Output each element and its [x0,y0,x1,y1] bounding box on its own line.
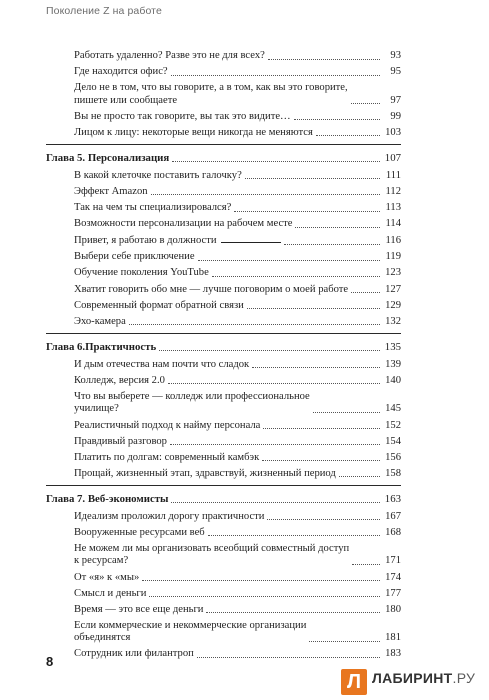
dot-leader [171,75,380,76]
toc-entry-page: 97 [390,94,401,106]
toc-entry-title: Работать удаленно? Разве это не для всех? [74,50,265,61]
toc-entry-title: Платить по долгам: современный камбэк [74,451,260,463]
toc-entry-title: В какой клеточке поставить галочку? [74,169,242,181]
toc-entry-title: Смысл и деньги [74,587,147,599]
toc-entry[interactable] [46,111,401,124]
toc-entry-title: От «я» к «мы» [74,571,140,583]
dot-leader [129,324,380,325]
dot-leader [234,211,380,212]
toc-entry-page: 168 [385,526,401,538]
toc-entry-title: И дым отечества нам почти что сладок [74,358,250,370]
toc-entry[interactable] [46,186,401,199]
dot-leader [267,519,380,520]
dot-leader [284,244,380,245]
toc-entry-title-line: пишете или сообщаете [74,94,178,106]
toc-entry-title-line: Что вы выберете — колледж или профессиональное [74,390,310,402]
toc-entry[interactable] [46,604,401,617]
toc-entry-title: Колледж, версия 2.0 [74,374,165,386]
dot-leader [339,476,380,477]
toc-entry-page: 171 [385,555,401,567]
dot-leader [351,292,380,293]
toc-entry-page: 114 [385,218,401,230]
toc-entry-page: 181 [385,632,401,644]
toc-entry-page: 140 [385,374,401,386]
dot-leader [294,119,380,120]
toc-entry-page: 132 [385,315,401,327]
toc-entry[interactable] [46,572,401,585]
toc-entry[interactable] [46,82,401,107]
toc-entry[interactable] [46,284,401,297]
dot-leader [247,308,380,309]
toc-entry[interactable] [46,391,401,416]
toc-entry-title-text: Привет, я работаю в должности [74,235,217,247]
dot-leader [171,502,380,503]
toc-entry[interactable] [46,588,401,601]
toc-entry-page: 116 [385,235,401,247]
dot-leader [295,227,380,228]
toc-entry[interactable] [46,543,401,568]
toc-entry[interactable] [46,251,401,264]
dot-leader [159,350,380,351]
toc-entry-page: 99 [390,110,401,122]
divider [46,333,401,334]
dot-leader [268,59,380,60]
logo-name: ЛАБИРИНТ [372,670,453,686]
toc-entry[interactable] [46,202,401,215]
toc-entry-page: 93 [390,50,401,61]
toc-entry-title: Эффект Amazon [74,185,148,197]
toc-entry-page: 95 [390,66,401,78]
dot-leader [313,412,380,413]
toc-entry-title [74,620,306,645]
toc-entry-page: 103 [385,126,401,138]
toc-entry-title-line: Дело не в том, что вы говорите, а в том, как вы это говорите, [74,82,348,94]
toc-entry-title: Вооруженные ресурсами веб [74,526,205,538]
dot-leader [168,383,380,384]
toc-entry-title: Реалистичный подход к найму персонала [74,419,261,431]
toc-entry[interactable] [46,267,401,280]
dot-leader [172,161,380,162]
dot-leader [151,194,380,195]
toc-entry[interactable] [46,127,401,140]
logo-wordmark [372,670,475,686]
toc-entry-title-line: объединятся [74,632,131,644]
toc-entry-page: 152 [385,419,401,431]
toc-entry-page: 127 [385,283,401,295]
toc-entry-title-line: училище? [74,403,119,415]
toc-entry-title: Обучение поколения YouTube [74,267,209,279]
toc-chapter-5[interactable] [46,152,401,165]
toc-entry-page: 145 [385,403,401,415]
dot-leader [351,103,380,104]
toc-entry-page: 139 [385,358,401,370]
toc-entry-title: Время — это все еще деньги [74,603,204,615]
toc-entry-page: 112 [385,185,401,197]
labirint-logo [341,669,487,697]
dot-leader [309,641,380,642]
toc-entry[interactable] [46,468,401,481]
dot-leader [198,260,380,261]
dot-leader [252,367,380,368]
toc-entry[interactable] [46,436,401,449]
chapter-title: Глава 5. Персонализация [46,152,170,165]
toc-entry-title: Правдивый разговор [74,435,167,447]
toc-entry[interactable] [46,648,401,661]
toc-entry-title: Выбери себе приключение [74,251,195,263]
toc-entry[interactable] [46,511,401,524]
toc-entry-title-line: к ресурсам? [74,555,129,567]
chapter-page: 135 [384,341,401,354]
toc-entry-title: Где находится офис? [74,66,168,78]
table-of-contents [46,50,401,665]
toc-entry-title-line: Если коммерческие и некоммерческие организации [74,619,307,631]
toc-entry-title [74,82,348,107]
toc-entry[interactable] [46,66,401,79]
toc-entry-title: Хватит говорить обо мне — лучше поговорим о моей работе [74,283,349,295]
toc-entry-page: 183 [385,648,401,660]
toc-entry-page: 180 [385,603,401,615]
divider [46,144,401,145]
dot-leader [149,596,380,597]
toc-entry-title [74,391,310,416]
toc-entry[interactable] [46,359,401,372]
toc-entry-page: 111 [385,169,401,181]
dot-leader [262,460,380,461]
toc-chapter-7[interactable] [46,493,401,506]
toc-entry[interactable] [46,620,401,645]
toc-entry[interactable] [46,452,401,465]
toc-entry-page: 113 [385,202,401,214]
toc-entry-page: 119 [385,251,401,263]
toc-entry-page: 129 [385,299,401,311]
toc-entry-page: 158 [385,467,401,479]
dot-leader [142,580,380,581]
chapter-page: 107 [384,152,401,165]
toc-entry[interactable] [46,300,401,313]
toc-entry-title: Возможности персонализации на рабочем месте [74,218,293,230]
toc-entry[interactable] [46,375,401,388]
running-header: Поколение Z на работе [46,5,162,17]
toc-entry-page: 167 [385,510,401,522]
toc-entry-title: Так на чем ты специализировался? [74,202,232,214]
toc-entry[interactable] [46,50,401,63]
toc-entry[interactable] [46,234,401,248]
fill-in-blank [221,234,281,243]
toc-entry-page: 174 [385,571,401,583]
toc-entry-title: Эхо-камера [74,315,126,327]
logo-badge-icon: Л [341,669,367,695]
toc-entry[interactable] [46,316,401,329]
dot-leader [212,276,380,277]
divider [46,485,401,486]
toc-entry[interactable] [46,527,401,540]
dot-leader [316,135,380,136]
toc-chapter-6[interactable] [46,341,401,354]
dot-leader [352,564,380,565]
toc-entry-title: Вы не просто так говорите, вы так это видите… [74,110,291,122]
toc-entry-title: Лицом к лицу: некоторые вещи никогда не меняются [74,126,313,138]
toc-entry-title: Идеализм проложил дорогу практичности [74,510,265,522]
toc-entry-title: Сотрудник или филантроп [74,648,194,660]
dot-leader [197,657,380,658]
dot-leader [245,178,380,179]
toc-entry[interactable] [46,420,401,433]
toc-entry-title [74,543,349,568]
logo-suffix: .РУ [452,670,476,686]
chapter-title: Глава 7. Веб-экономисты [46,493,169,506]
toc-entry-title: Современный формат обратной связи [74,299,244,311]
toc-entry-page: 154 [385,435,401,447]
toc-entry-title-line: Не можем ли мы организовать всеобщий совместный доступ [74,542,350,554]
toc-entry-page: 177 [385,587,401,599]
toc-entry-page: 156 [385,451,401,463]
dot-leader [263,428,380,429]
chapter-page: 163 [384,493,401,506]
toc-entry[interactable] [46,170,401,183]
chapter-title: Глава 6.Практичность [46,341,157,354]
dot-leader [206,612,380,613]
toc-entry-page: 123 [385,267,401,279]
page-number: 8 [46,654,54,669]
toc-entry-title: Прощай, жизненный этап, здравствуй, жизненный период [74,467,336,479]
toc-entry-title [74,234,281,248]
dot-leader [208,535,380,536]
toc-entry[interactable] [46,218,401,231]
dot-leader [170,444,380,445]
